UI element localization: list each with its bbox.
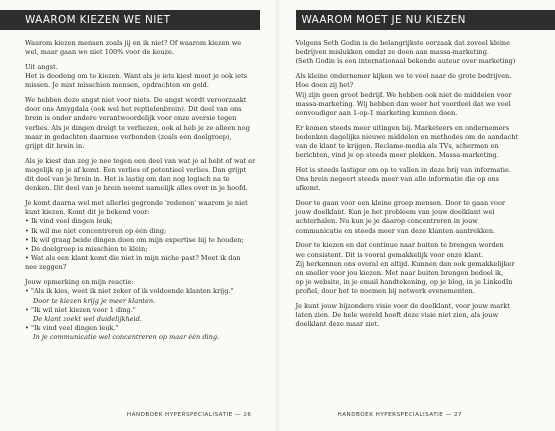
text-line: en sneller voor jou kiezen. Met naar buiten brengen bedoel ik, [295,268,504,277]
paragraph [296,241,532,296]
text-line: doelklant deze maar ziet. [295,320,380,329]
book-gutter [274,0,281,431]
text-line: Door te kiezen en dat continue naar buiten te brengen worden [295,241,504,250]
text-line: we consistent. Dit is vooral gemakkelijk voor onze klant. [295,250,484,259]
text-line: Als je kiest dan zeg je nee tegen een deel van wat je al hebt of wat er [25,156,256,165]
section-heading: WAAROM KIEZEN WE NIET [0,10,260,30]
paragraph [25,39,260,57]
bullet-item: • Ik wil me niet concentreren op één ding; [25,226,167,235]
text-line: verlies. Als je dingen dreigt te verliezen, ook al heb je ze alleen nog [25,123,250,132]
text-line: mogelijk op je af komt. Een verlies of potentieel verlies. Dan grijpt [25,165,247,174]
paragraph [25,278,260,342]
text-line: profiel, door het te noemen bij netwerk evenementen. [295,287,475,296]
text-line: Zij herkennen ons overal en altijd. Kunnen dan ook gemakkelijker [295,259,515,268]
text-line: We hebben deze angst niet voor niets. De angst wordt veroorzaakt [25,96,247,105]
reply-line: De klant zoekt wel duidelijkheid. [33,314,142,323]
text-line: afkomt. [295,184,321,193]
text-line: Je kunt jouw bijzondere visie voor de doelklant, voor jouw markt [295,302,510,311]
text-line: massa-marketing. Wij hebben dan weer het voordeel dat we veel [295,99,511,108]
text-line: berichten, vind je op steeds meer plekken. Massa-marketing. [295,151,499,160]
text-line: kunt kiezen. Komt dit je bekend voor: [25,208,150,217]
text-line: wel, maar gaan we niet 100% voor de keuze. [25,48,174,57]
text-line: brein is onder andere verantwoordelijk voor onze aversie tegen [25,114,237,123]
text-line: jouw doelklant. Kun je het probleem van jouw doelklant wel [295,208,495,217]
quote-item: • "Als ik kies, weet ik niet zeker of ik voldoende klanten krijg." [25,287,234,296]
text-line: maar in gedachten daarmee verbonden (zoals een doelgroep), [25,132,232,141]
text-line: (Seth Godin is een internationaal bekende auteur over marketing) [295,57,516,66]
text-line: door ons Amygdala (ook wel het reptielenbrein). Dit deel van ons [25,105,242,114]
paragraph [25,63,260,91]
text-line: Het is doodeng om te kiezen. Want als je iets kiest moet je ook iets [25,72,247,81]
text-line: grijpt dit brein in. [25,142,85,151]
text-line: Door te gaan voor een kleine groep mensen. Door te gaan voor [295,199,506,208]
bullet-item: • De doelgroep is misschien te klein; [25,245,148,254]
text-line: Waarom kiezen mensen zoals jij en ik niet? Of waarom kiezen we [25,39,242,47]
section-heading: WAAROM MOET JE NU KIEZEN [296,10,555,30]
reply-line: In je communicatie wel concentreren op maar één ding. [33,333,220,342]
quote-item: • "Ik wil niet kiezen voor 1 ding." [25,305,136,314]
text-line: Volgens Seth Godin is de belangrijkste oorzaak dat zoveel kleine [295,39,510,47]
reply-line: Door te kiezen krijg je meer klanten. [33,296,156,305]
bullet-item: • Ik vind veel dingen leuk; [25,217,113,226]
text-line: bedrijven mislukken omdat ze doen aan massa-marketing. [295,48,489,57]
page-footer: HANDBOEK HYPERSPECIALISATIE — 26 [126,412,252,418]
text-line: Het is steeds lastiger om op te vallen in deze brij van informatie. [295,165,511,174]
text-line: Ons brein negeert steeds meer van alle informatie die op ons [295,175,500,184]
text-line: Jouw opmerking en mijn reactie: [25,278,134,287]
text-line: Als kleine ondernemer kijken we te veel naar de grote bedrijven. [295,72,512,81]
paragraph [296,302,532,330]
bullet-item: • Ik wil graag beide dingen doen om mijn expertise bij te houden; [25,235,244,244]
paragraph [296,166,532,194]
page-footer: HANDBOEK HYPERSPECIALISATIE — 27 [337,412,463,418]
paragraph [296,72,532,118]
text-line: communicatie en steeds meer van deze klanten aantrekken. [295,226,496,235]
paragraph [25,157,260,194]
text-line: Je komt daarna wel met allerlei gegronde 'redenen' waarom je niet [25,199,248,208]
text-line: nee zeggen? [25,263,67,272]
right-page [278,0,555,431]
paragraph [25,96,260,151]
paragraph [296,124,532,161]
text-line: denken. Dit deel van je brein neemt namelijk alles over in je hoofd. [25,184,248,193]
text-line: bedenken dagelijks nieuwe middelen en methodes om de aandacht [295,132,519,141]
text-line: Hoe doen zij het? [295,81,354,90]
text-line: achterhalen. Nu kun je je daarop concentreren in jouw [295,217,478,226]
text-line: van de klant te krijgen. Reclame-media als TVs, schermen en [295,142,499,151]
paragraph [296,39,532,67]
text-line: dit deel van je brein in. Het is lastig om dan nog logisch na te [25,175,230,184]
paragraph [296,199,532,236]
text-line: eenvoudiger aan 1-op-1 marketing kunnen doen. [295,108,458,117]
quote-item: • "Ik vind veel dingen leuk." [25,324,119,333]
text-line: op je website, in je email handtekening, op je blog, in je LinkedIn [295,278,513,287]
bullet-item: • Wat als een klant komt die niet in mijn niche past? Moet ik dan [25,254,241,263]
paragraph [25,199,260,273]
text-line: Uit angst. [25,62,58,71]
text-line: laten zien. De hele wereld hoeft deze visie niet zien, als jouw [295,311,499,320]
text-line: Er komen steeds meer uitingen bij. Marketeers en ondernemers [295,123,510,132]
text-line: missen. Je mist misschien mensen, opdrachten en geld. [25,81,209,90]
text-line: Wij zijn geen groot bedrijf. We hebben ook niet de middelen voor [295,90,512,99]
